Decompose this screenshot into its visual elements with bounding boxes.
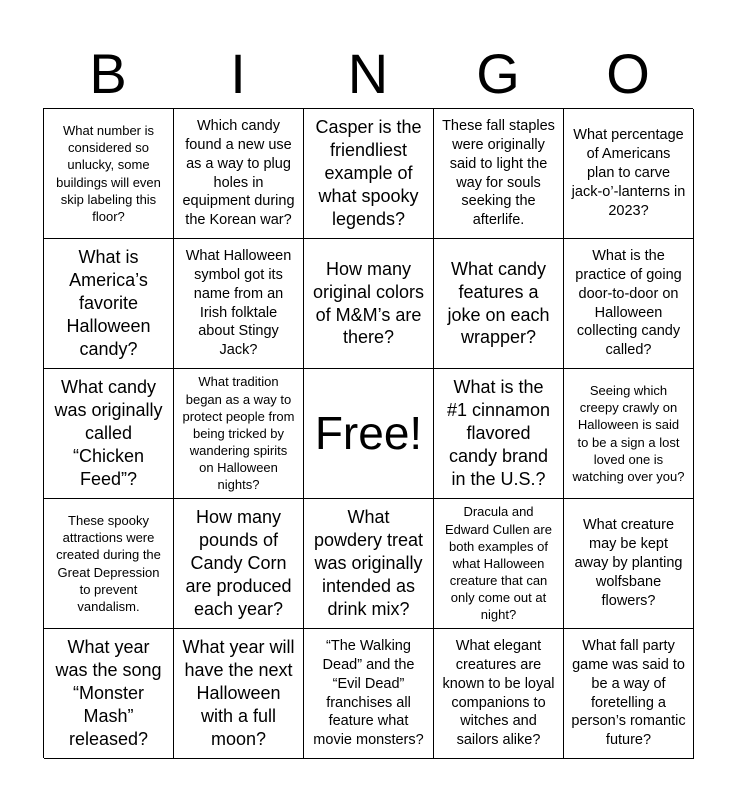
header-letter-o: O [606, 42, 650, 105]
bingo-cell[interactable]: What is the practice of going door-to-door on Halloween collecting candy called? [564, 239, 694, 369]
bingo-cell[interactable]: How many pounds of Candy Corn are produced each year? [174, 499, 304, 629]
header-letter-i: I [230, 42, 246, 105]
bingo-cell[interactable]: What Halloween symbol got its name from an Irish folktale about Stingy Jack? [174, 239, 304, 369]
bingo-cell[interactable]: Seeing which creepy crawly on Halloween is said to be a sign a lost loved one is watching over you? [564, 369, 694, 499]
header-letter-g: G [476, 42, 520, 105]
header-letter-b: B [89, 42, 127, 105]
bingo-cell[interactable]: What is the #1 cinnamon flavored candy brand in the U.S.? [434, 369, 564, 499]
bingo-cell[interactable]: What candy features a joke on each wrapper? [434, 239, 564, 369]
bingo-cell[interactable]: What year will have the next Halloween with a full moon? [174, 629, 304, 759]
bingo-cell[interactable]: What tradition began as a way to protect people from being tricked by wandering spirits on Halloween nights? [174, 369, 304, 499]
bingo-cell[interactable]: What candy was originally called “Chicken Feed”? [44, 369, 174, 499]
bingo-cell[interactable]: What fall party game was said to be a way of foretelling a person’s romantic future? [564, 629, 694, 759]
bingo-cell[interactable]: Dracula and Edward Cullen are both examples of what Halloween creature that can only come out at night? [434, 499, 564, 629]
bingo-card-grid [43, 108, 693, 758]
bingo-header [43, 40, 693, 108]
bingo-cell[interactable]: What percentage of Americans plan to carve jack-o’-lanterns in 2023? [564, 109, 694, 239]
bingo-cell[interactable]: “The Walking Dead” and the “Evil Dead” franchises all feature what movie monsters? [304, 629, 434, 759]
bingo-cell[interactable]: What year was the song “Monster Mash” released? [44, 629, 174, 759]
bingo-cell[interactable]: What creature may be kept away by planting wolfsbane flowers? [564, 499, 694, 629]
bingo-cell[interactable]: What number is considered so unlucky, some buildings will even skip labeling this floor? [44, 109, 174, 239]
bingo-cell[interactable]: What powdery treat was originally intended as drink mix? [304, 499, 434, 629]
bingo-cell[interactable]: These fall staples were originally said to light the way for souls seeking the afterlife. [434, 109, 564, 239]
free-space-cell[interactable]: Free! [304, 369, 434, 499]
bingo-cell[interactable]: Which candy found a new use as a way to plug holes in equipment during the Korean war? [174, 109, 304, 239]
bingo-cell[interactable]: How many original colors of M&M’s are there? [304, 239, 434, 369]
bingo-cell[interactable]: These spooky attractions were created during the Great Depression to prevent vandalism. [44, 499, 174, 629]
bingo-cell[interactable]: What is America’s favorite Halloween candy? [44, 239, 174, 369]
header-letter-n: N [347, 42, 389, 105]
bingo-cell[interactable]: What elegant creatures are known to be loyal companions to witches and sailors alike? [434, 629, 564, 759]
bingo-cell[interactable]: Casper is the friendliest example of what spooky legends? [304, 109, 434, 239]
